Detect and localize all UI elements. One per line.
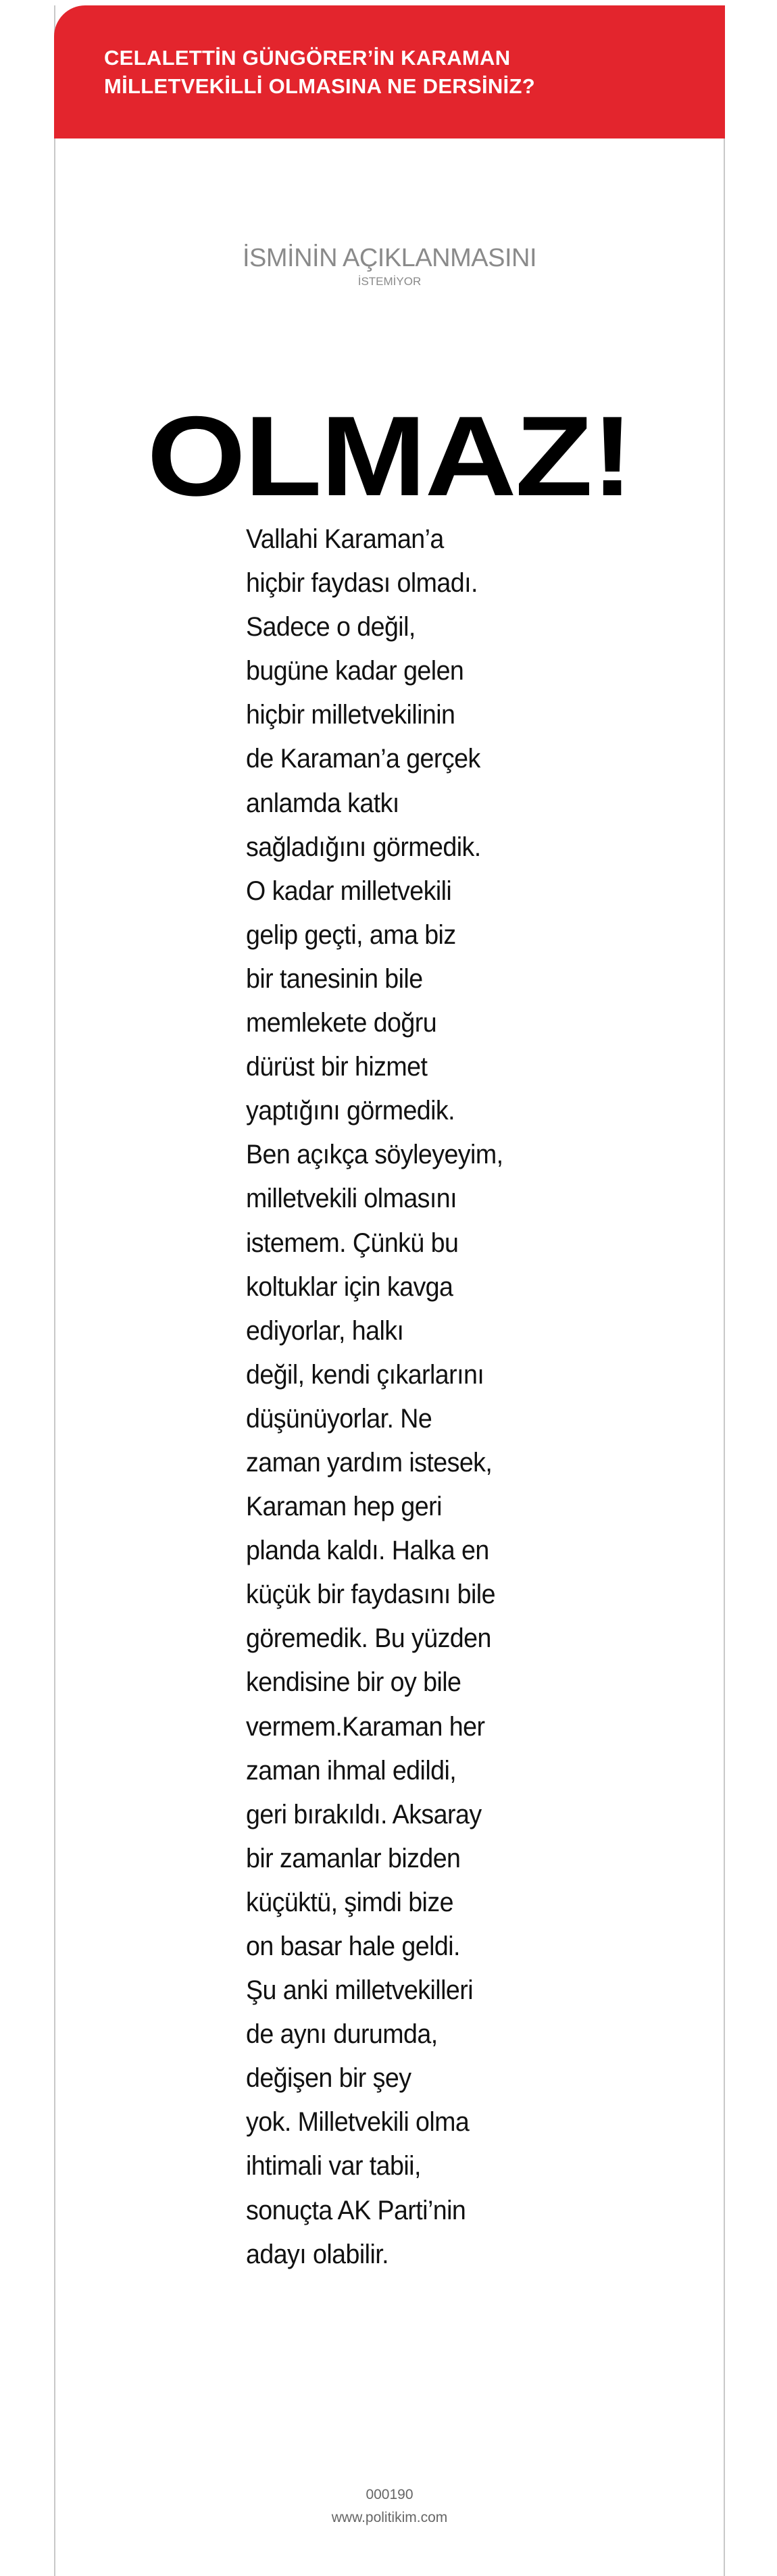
- quote-line: göremedik. Bu yüzden: [246, 1623, 491, 1654]
- quote-line: planda kaldı. Halka en: [246, 1536, 489, 1566]
- quote-line: vermem.Karaman her: [246, 1711, 485, 1742]
- source-attribution: [54, 243, 725, 289]
- question-banner: [54, 5, 725, 138]
- quote-line: yok. Milletvekili olma: [246, 2107, 470, 2138]
- quote-line: küçük bir faydasını bile: [246, 1580, 495, 1610]
- quote-body: [246, 517, 543, 2277]
- quote-line: zaman ihmal edildi,: [246, 1755, 457, 1786]
- quote-line: koltuklar için kavga: [246, 1271, 453, 1302]
- quote-line: O kadar milletvekili: [246, 876, 452, 906]
- banner-title-line-1: CELALETTİN GÜNGÖRER’İN KARAMAN: [104, 46, 511, 70]
- quote-line: bugüne kadar gelen: [246, 656, 464, 686]
- quote-line: yaptığını görmedik.: [246, 1096, 455, 1126]
- quote-line: Şu anki milletvekilleri: [246, 1975, 473, 2006]
- quote-line: hiçbir faydası olmadı.: [246, 568, 478, 599]
- source-note: İSTEMİYOR: [357, 275, 422, 288]
- quote-line: Sadece o değil,: [246, 612, 416, 642]
- quote-line: adayı olabilir.: [246, 2239, 389, 2269]
- quote-line: de aynı durumda,: [246, 2019, 438, 2050]
- quote-line: küçüktü, şimdi bize: [246, 1887, 453, 1917]
- quote-line: anlamda katkı: [246, 788, 399, 818]
- quote-line: hiçbir milletvekilinin: [246, 700, 455, 730]
- footer-url: www.politikim.com: [331, 2510, 448, 2525]
- quote-line: değişen bir şey: [246, 2063, 411, 2094]
- quote-line: sağladığını görmedik.: [246, 832, 481, 862]
- quote-line: milletvekili olmasını: [246, 1184, 457, 1214]
- answer-headline: OLMAZ!: [147, 393, 632, 520]
- quote-line: ediyorlar, halkı: [246, 1315, 404, 1346]
- quote-line: de Karaman’a gerçek: [246, 744, 480, 774]
- quote-line: bir zamanlar bizden: [246, 1843, 461, 1873]
- quote-line: kendisine bir oy bile: [246, 1667, 461, 1698]
- quote-line: ihtimali var tabii,: [246, 2151, 421, 2181]
- footer-code: 000190: [366, 2487, 413, 2502]
- quote-line: geri bırakıldı. Aksaray: [246, 1799, 482, 1829]
- quote-line: dürüst bir hizmet: [246, 1052, 428, 1082]
- quote-line: memlekete doğru: [246, 1008, 437, 1038]
- banner-title-line-2: MİLLETVEKİLLİ OLMASINA NE DERSİNİZ?: [104, 74, 535, 98]
- quote-line: zaman yardım istesek,: [246, 1447, 493, 1478]
- quote-line: sonuçta AK Parti’nin: [246, 2195, 466, 2225]
- quote-line: gelip geçti, ama biz: [246, 919, 456, 950]
- source-name: İSMİNİN AÇIKLANMASINI: [242, 244, 537, 272]
- footer: [54, 2483, 725, 2529]
- quote-line: bir tanesinin bile: [246, 963, 423, 994]
- quote-line: Vallahi Karaman’a: [246, 524, 444, 554]
- quote-line: Ben açıkça söyleyeyim,: [246, 1140, 503, 1170]
- quote-line: istemem. Çünkü bu: [246, 1228, 459, 1258]
- quote-line: düşünüyorlar. Ne: [246, 1403, 432, 1434]
- quote-line: on basar hale geldi.: [246, 1931, 460, 1961]
- quote-line: Karaman hep geri: [246, 1492, 442, 1522]
- quote-line: değil, kendi çıkarlarını: [246, 1359, 484, 1390]
